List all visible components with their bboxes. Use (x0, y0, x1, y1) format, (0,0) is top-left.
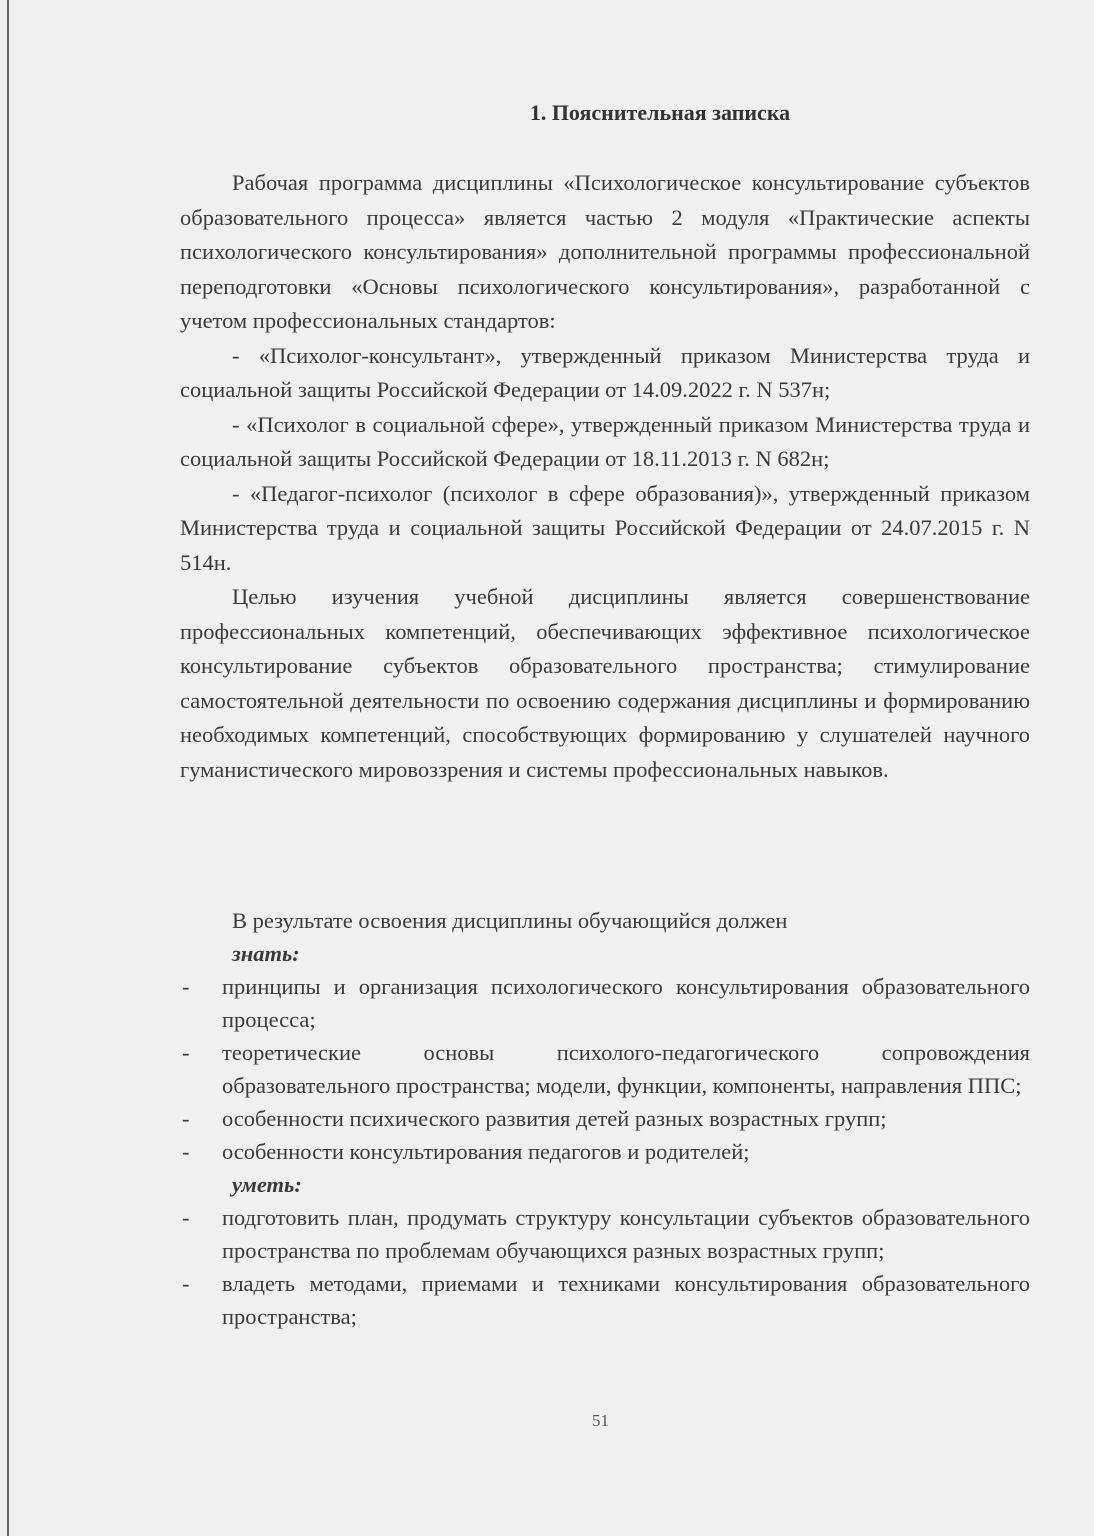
intro-paragraph: Рабочая программа дисциплины «Психологическое консультирование субъектов образовательного процесса» является частью 2 модуля «Практические аспекты психологического консультирования» дополнительной программы профессиональной переподготовки «Основы психологического консультирования», разработанной с учетом профессиональных стандартов: (180, 170, 1030, 333)
learning-results-section (180, 904, 1030, 1333)
scan-edge-line (7, 0, 9, 1536)
list-item (180, 1102, 1030, 1135)
dash-marker: - (182, 1205, 190, 1230)
list-item (180, 1135, 1030, 1168)
list-item (180, 1036, 1030, 1102)
know-label: знать: (232, 941, 300, 966)
intro-section (180, 166, 1030, 787)
dash-marker: - (182, 1139, 190, 1164)
list-item (180, 1267, 1030, 1333)
know-list (180, 970, 1030, 1168)
goal-paragraph: Целью изучения учебной дисциплины является совершенствование профессиональных компетенций, обеспечивающих эффективное психологическое консультирование субъектов образовательного пространства; стимулирование самостоятельной деятельности по освоению содержания дисциплины и формированию необходимых компетенций, способствующих формированию у слушателей научного гуманистического мировоззрения и системы профессиональных навыков. (180, 584, 1030, 782)
list-item (180, 1201, 1030, 1267)
can-label: уметь: (232, 1172, 302, 1197)
list-item-text: подготовить план, продумать структуру консультации субъектов образовательного пространства по проблемам обучающихся разных возрастных групп; (222, 1205, 1030, 1263)
dash-marker: - (182, 1271, 190, 1296)
dash-marker: - (182, 1040, 190, 1065)
section-title: 1. Пояснительная записка (529, 100, 791, 125)
standard-item: - «Психолог в социальной сфере», утвержденный приказом Министерства труда и социальной защиты Российской Федерации от 18.11.2013 г. N 682н; (180, 411, 1030, 471)
standard-item: - «Педагог-психолог (психолог в сфере образования)», утвержденный приказом Министерства труда и социальной защиты Российской Федерации от 24.07.2015 г. N 514н. (180, 480, 1030, 575)
standard-item: - «Психолог-консультант», утвержденный приказом Министерства труда и социальной защиты Российской Федерации от 14.09.2022 г. N 537н; (180, 342, 1030, 402)
dash-marker: - (182, 974, 190, 999)
can-list (180, 1201, 1030, 1333)
list-item-text: особенности консультирования педагогов и родителей; (222, 1139, 750, 1164)
list-item-text: особенности психического развития детей разных возрастных групп; (222, 1106, 887, 1131)
list-item (180, 970, 1030, 1036)
list-item-text: владеть методами, приемами и техниками консультирования образовательного пространства; (222, 1271, 1030, 1329)
results-lead: В результате освоения дисциплины обучающийся должен (232, 908, 788, 933)
list-item-text: теоретические основы психолого-педагогического сопровождения образовательного пространства; модели, функции, компоненты, направления ППС; (222, 1040, 1030, 1098)
list-item-text: принципы и организация психологического консультирования образовательного процесса; (222, 974, 1030, 1032)
page-number: 51 (592, 1411, 609, 1430)
dash-marker: - (182, 1106, 190, 1131)
